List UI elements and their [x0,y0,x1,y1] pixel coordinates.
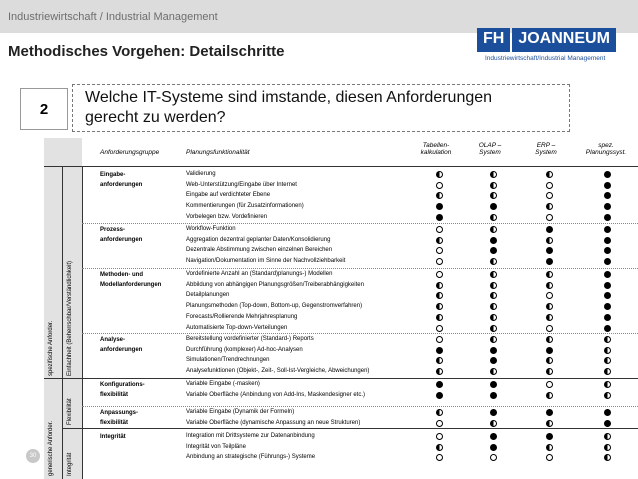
question-line-2: gerecht zu werden? [85,109,226,126]
rating-half-icon [436,292,443,299]
rating-full-icon [604,182,611,189]
function-item: Anbindung an strategische (Führungs-) Systeme [186,454,316,461]
logo-subtitle: Industriewirtschaft/Industrial Management [485,55,606,62]
rating-full-icon [604,314,611,321]
rating-half-icon [546,368,553,375]
row-category-line: anforderungen [100,237,143,243]
rating-half-icon [490,325,497,332]
rating-half-icon [604,368,611,375]
row-category-line: Integrität [100,434,126,440]
rating-full-icon [436,203,443,210]
rating-empty-icon [436,271,443,278]
rating-full-icon [436,392,443,399]
section-divider [44,378,638,379]
rating-half-icon [490,303,497,310]
rating-full-icon [604,237,611,244]
rating-full-icon [490,237,497,244]
rating-empty-icon [546,325,553,332]
rating-half-icon [546,444,553,451]
rating-full-icon [490,247,497,254]
function-item: Vordefinierte AnzahI an (Standard)planungs-) Modellen [186,271,333,277]
row-category-line: Modellanforderungen [100,282,162,288]
rating-full-icon [604,303,611,310]
rating-half-icon [546,336,553,343]
rating-half-icon [546,203,553,210]
rating-empty-icon [436,258,443,265]
rating-half-icon [546,171,553,178]
function-item: Vorbelegen bzw. Vordefinieren [186,213,268,220]
rating-half-icon [490,171,497,178]
function-item: Abbildung von abhängigen Planungsgrößen/Treiberabhängigkeiten [186,281,364,288]
function-item: Planungsmethoden (Top-down, Bottom-up, Gegenstromverfahren) [186,303,363,310]
function-item: Validierung [186,171,216,177]
rating-half-icon [490,292,497,299]
rating-full-icon [490,357,497,364]
rating-half-icon [546,420,553,427]
side-label-integrity: Integrität [67,452,73,476]
rating-full-icon [436,381,443,388]
requirements-table [44,138,638,479]
rating-empty-icon [546,214,553,221]
rating-half-icon [436,303,443,310]
rating-full-icon [604,258,611,265]
rating-empty-icon [546,182,553,189]
question-box [72,84,570,132]
row-category [100,270,161,290]
rating-half-icon [490,282,497,289]
row-category [100,170,142,190]
rating-half-icon [436,409,443,416]
rating-half-icon [436,444,443,451]
function-item: Integrität von Teilpläne [186,443,246,450]
function-item: Workflow-Funktion [186,226,236,232]
logo-joanneum: JOANNEUM [512,28,616,52]
rating-empty-icon [546,381,553,388]
question-text [85,88,492,128]
function-item: Variable Oberfläche (dynamische Anpassung an neue Strukturen) [186,419,361,426]
function-item: Integration mit Drittsysteme zur Datenanbindung [186,433,315,439]
logo-fh: FH [477,28,510,52]
row-category-line: flexibilität [100,392,129,398]
header-group: Anforderungsgruppe [100,149,160,156]
row-category-line: Methoden- und [100,272,143,278]
function-item: Kommentierungen (für Zusatzinformationen) [186,203,304,210]
rating-half-icon [546,303,553,310]
function-item: Dezentrale Abstimmung zwischen einzelnen Bereichen [186,247,333,254]
rating-full-icon [436,214,443,221]
rating-empty-icon [546,192,553,199]
rating-full-icon [604,214,611,221]
rating-full-icon [604,292,611,299]
rating-full-icon [546,258,553,265]
header-olap: OLAP – System [478,142,502,156]
rating-empty-icon [490,454,497,461]
side-label-flexibility: Flexibilität [67,398,73,425]
function-item: Analysefunktionen (Objekt-, Zeit-, Soll-Ist-Vergleiche, Abweichungen) [186,368,370,375]
rating-half-icon [490,258,497,265]
side-label-specific: spezifische Anforder. [48,320,54,376]
header-special: spez. Planungssyst. [585,142,627,156]
rating-half-icon [546,314,553,321]
rating-empty-icon [436,420,443,427]
rating-half-icon [604,347,611,354]
rating-half-icon [490,420,497,427]
rating-empty-icon [436,454,443,461]
rating-full-icon [604,420,611,427]
rating-full-icon [546,247,553,254]
rating-full-icon [546,433,553,440]
rating-empty-icon [436,182,443,189]
rating-full-icon [604,282,611,289]
rating-half-icon [490,226,497,233]
row-category [100,225,142,245]
rating-half-icon [604,336,611,343]
function-item: Automatisierte Top-down-Verteilungen [186,324,288,331]
function-item: Variable Eingabe (-masken) [186,381,260,387]
row-category [100,380,145,400]
rating-half-icon [546,357,553,364]
rating-full-icon [490,381,497,388]
step-number: 2 [20,88,68,130]
function-item: Aggregation dezentral geplanter Daten/Konsolidierung [186,236,331,243]
divider [82,166,83,479]
page-number-badge: 30 [26,449,40,463]
breadcrumb: Industriewirtschaft / Industrial Management [8,11,218,23]
rating-half-icon [604,433,611,440]
function-item: Variable Eingabe (Dynamik der Formeln) [186,409,295,415]
row-divider [82,268,638,269]
rating-full-icon [604,247,611,254]
rating-empty-icon [436,247,443,254]
rating-full-icon [546,409,553,416]
header-function: Planungsfunktionalität [186,149,250,156]
header-erp: ERP – System [535,142,557,156]
rating-empty-icon [546,454,553,461]
function-item: Web-Unterstützung/Eingabe über Internet [186,181,297,188]
rating-full-icon [490,409,497,416]
rating-half-icon [604,381,611,388]
rating-empty-icon [436,336,443,343]
rating-half-icon [436,237,443,244]
rating-half-icon [436,171,443,178]
rating-half-icon [490,214,497,221]
rating-half-icon [604,357,611,364]
rating-empty-icon [436,325,443,332]
rating-half-icon [604,454,611,461]
rating-half-icon [490,271,497,278]
rating-full-icon [604,203,611,210]
row-category-line: Eingabe- [100,172,126,178]
function-item: Detailplanungen [186,292,230,299]
row-category [100,335,142,355]
rating-half-icon [436,314,443,321]
rating-empty-icon [546,292,553,299]
rating-half-icon [490,182,497,189]
rating-full-icon [490,347,497,354]
rating-full-icon [604,171,611,178]
rating-half-icon [546,271,553,278]
rating-full-icon [490,433,497,440]
row-divider [82,333,638,334]
rating-half-icon [436,282,443,289]
function-item: Simulationen/Trendrechnungen [186,357,270,364]
rating-full-icon [546,226,553,233]
row-divider [82,406,638,407]
rating-half-icon [604,444,611,451]
rating-half-icon [490,314,497,321]
rating-half-icon [490,368,497,375]
row-category [100,432,126,442]
side-label-simplicity: Einfachheit (Beherrschbar/Verständlichkeit) [67,260,73,376]
rating-half-icon [546,392,553,399]
row-category-line: flexibilität [100,420,129,426]
function-item: Bereitstellung vordefinierter (Standard-) Reports [186,336,314,342]
function-item: Eingabe auf verdichteter Ebene [186,192,271,199]
rating-half-icon [490,336,497,343]
rating-full-icon [436,347,443,354]
function-item: Navigation/Dokumentation im Sinne der Nachvollziehbarkeit [186,258,346,265]
function-item: Durchführung (komplexer) Ad-hoc-Analysen [186,346,303,353]
row-category-line: Prozess- [100,227,126,233]
row-category-line: Anpassungs- [100,410,139,416]
row-category-line: Analyse- [100,337,126,343]
rating-half-icon [436,368,443,375]
rating-half-icon [546,237,553,244]
rating-empty-icon [436,433,443,440]
rating-full-icon [604,192,611,199]
rating-half-icon [436,357,443,364]
header-spreadsheet: Tabellen- kalkulation [420,142,452,156]
rating-full-icon [490,444,497,451]
page-title: Methodisches Vorgehen: Detailschritte [8,43,285,60]
function-item: Variable Oberfläche (Anbindung von Add-Ins, Maskendesigner etc.) [186,391,365,398]
rating-full-icon [604,271,611,278]
row-category-line: anforderungen [100,347,143,353]
rating-full-icon [490,392,497,399]
row-category-line: anforderungen [100,182,143,188]
rating-full-icon [546,347,553,354]
rating-half-icon [604,392,611,399]
rating-half-icon [436,192,443,199]
rating-full-icon [604,226,611,233]
rating-half-icon [490,192,497,199]
question-line-1: Welche IT-Systeme sind imstande, diesen Anforderungen [85,89,493,106]
rating-half-icon [546,282,553,289]
divider [62,166,63,479]
rating-full-icon [604,325,611,332]
rating-full-icon [490,203,497,210]
row-category [100,408,138,428]
rating-empty-icon [436,226,443,233]
row-divider [82,223,638,224]
header-divider [44,166,638,167]
row-category-line: Konfigurations- [100,382,145,388]
rating-full-icon [604,409,611,416]
function-item: Forecasts/Rollierende Mehrjahresplanung [186,313,298,320]
logo [477,28,616,52]
side-label-generic: generische Anforder. [48,420,54,476]
